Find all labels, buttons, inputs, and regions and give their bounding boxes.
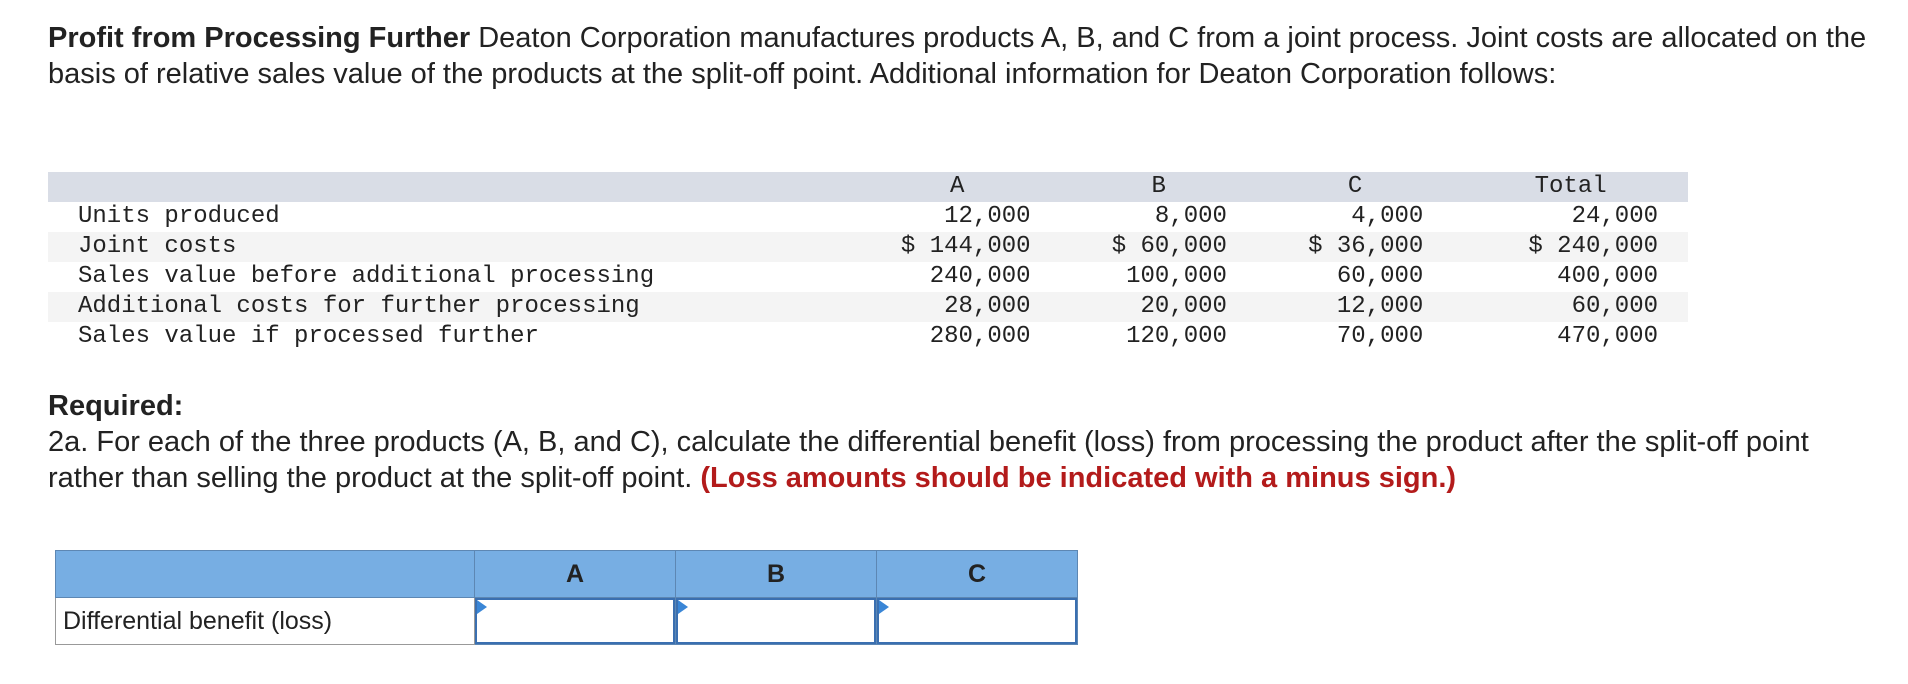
cell-a: 240,000 — [929, 263, 1031, 290]
cell-c: $ 36,000 — [1308, 233, 1424, 260]
cell-a: 12,000 — [944, 203, 1031, 230]
cost-data-table — [48, 172, 1688, 352]
answer-cell-a — [475, 598, 676, 645]
answer-header-row — [56, 551, 1078, 598]
cell-a: $ 144,000 — [900, 233, 1031, 260]
header-total: Total — [1534, 173, 1607, 200]
cell-c: 12,000 — [1336, 293, 1424, 320]
cell-total: $ 240,000 — [1528, 233, 1658, 260]
row-label: Sales value if processed further — [78, 323, 539, 350]
answer-input-c-box — [877, 598, 1077, 644]
cell-c: 70,000 — [1336, 323, 1424, 350]
required-question: 2a. For each of the three products (A, B, and C), calculate the differential benefit (loss) from processing the product after the split-off point rather than selling the product at the split-off point. — [48, 426, 1809, 494]
answer-cell-c — [877, 598, 1078, 645]
header-product-a: A — [949, 173, 965, 200]
required-heading: Required: — [48, 390, 184, 422]
header-product-b: B — [1151, 173, 1166, 200]
cell-total: 24,000 — [1571, 203, 1658, 230]
minus-sign-instruction: (Loss amounts should be indicated with a minus sign.) — [700, 462, 1457, 494]
answer-input-b[interactable] — [678, 600, 874, 642]
problem-title: Profit from Processing Further — [48, 22, 471, 54]
row-label: Sales value before additional processing — [78, 263, 655, 290]
table-row — [48, 232, 1688, 262]
cell-a: 280,000 — [929, 323, 1031, 350]
header-spacer — [48, 172, 854, 202]
table-row — [48, 292, 1688, 322]
cell-a: 28,000 — [944, 293, 1031, 320]
cell-c: 4,000 — [1351, 203, 1424, 230]
row-label: Joint costs — [78, 233, 237, 260]
answer-table — [55, 550, 1078, 645]
problem-description: Deaton Corporation manufactures products A, B, and C from a joint process. Joint costs are allocated on the basis of relative sales value of the products at the split-off point. Additional information for Deaton Corporation follows: — [48, 22, 1867, 90]
cell-b: 120,000 — [1126, 323, 1227, 350]
row-label: Units produced — [78, 203, 280, 230]
cell-c: 60,000 — [1336, 263, 1424, 290]
table-row — [48, 262, 1688, 292]
answer-cell-b — [676, 598, 877, 645]
row-label: Additional costs for further processing — [78, 293, 640, 320]
cell-total: 470,000 — [1557, 323, 1658, 350]
cell-total: 60,000 — [1571, 293, 1658, 320]
cell-b: 20,000 — [1140, 293, 1227, 320]
table-row — [48, 322, 1688, 352]
header-product-c: C — [1347, 173, 1363, 200]
answer-header-b: B — [676, 551, 877, 598]
answer-header-c: C — [877, 551, 1078, 598]
cell-total: 400,000 — [1557, 263, 1658, 290]
cell-b: $ 60,000 — [1111, 233, 1227, 260]
answer-input-a[interactable] — [477, 600, 673, 642]
required-section — [48, 388, 1878, 496]
cell-b: 100,000 — [1126, 263, 1227, 290]
differential-benefit-label: Differential benefit (loss) — [56, 598, 475, 645]
problem-intro — [48, 20, 1868, 92]
answer-input-b-box — [676, 598, 876, 644]
table-row — [48, 202, 1688, 232]
answer-input-c[interactable] — [879, 600, 1075, 642]
answer-header-spacer — [56, 551, 475, 598]
cell-b: 8,000 — [1154, 203, 1227, 230]
answer-row — [56, 598, 1078, 645]
answer-input-a-box — [475, 598, 675, 644]
data-table-header-row — [48, 172, 1688, 202]
answer-header-a: A — [475, 551, 676, 598]
